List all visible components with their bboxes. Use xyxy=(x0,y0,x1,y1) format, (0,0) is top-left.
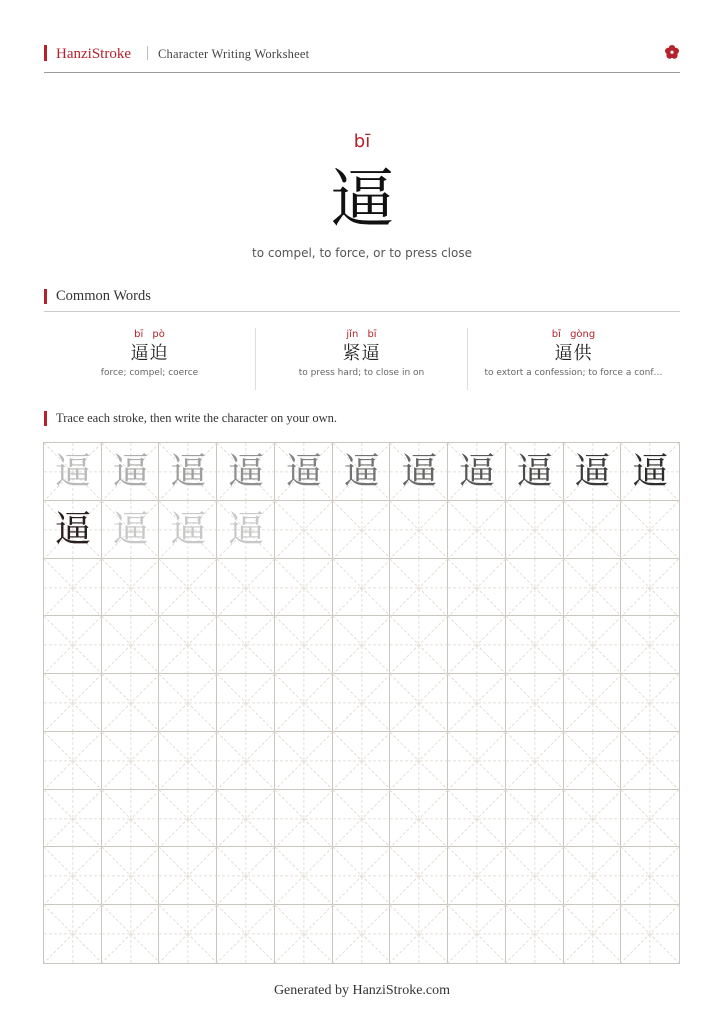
stroke-step-character: 逼 xyxy=(401,451,438,492)
cell-guide-lines xyxy=(159,732,217,790)
cell-guide-lines xyxy=(275,616,333,674)
practice-cell xyxy=(564,501,622,559)
practice-cell xyxy=(621,847,679,905)
practice-cell xyxy=(333,559,391,617)
cell-guide-lines xyxy=(275,847,333,905)
worksheet-subtitle: Character Writing Worksheet xyxy=(158,47,310,61)
practice-cell xyxy=(44,847,102,905)
cell-guide-lines xyxy=(159,790,217,848)
cell-guide-lines xyxy=(390,674,448,732)
cell-guide-lines xyxy=(506,732,564,790)
header-divider xyxy=(147,46,148,60)
practice-cell xyxy=(390,616,448,674)
cell-guide-lines xyxy=(217,559,275,617)
cell-guide-lines xyxy=(564,790,622,848)
cell-guide-lines xyxy=(448,732,506,790)
cell-guide-lines xyxy=(159,674,217,732)
word-hanzi: 逼供 xyxy=(554,343,593,364)
practice-cell xyxy=(44,443,102,501)
brand-name: HanziStroke xyxy=(56,46,131,62)
word-hanzi: 逼迫 xyxy=(130,343,169,364)
cell-guide-lines xyxy=(564,847,622,905)
cell-guide-lines xyxy=(621,616,679,674)
cell-guide-lines xyxy=(448,559,506,617)
word-hanzi: 紧逼 xyxy=(342,343,381,364)
cell-guide-lines xyxy=(448,616,506,674)
cell-guide-lines xyxy=(159,905,217,963)
cell-guide-lines xyxy=(102,847,160,905)
cell-guide-lines xyxy=(621,674,679,732)
practice-cell xyxy=(44,501,102,559)
practice-cell xyxy=(159,501,217,559)
practice-cell xyxy=(217,616,275,674)
practice-cell xyxy=(217,559,275,617)
stroke-step-character: 逼 xyxy=(574,451,611,492)
practice-cell xyxy=(390,443,448,501)
practice-cell xyxy=(102,616,160,674)
word-pinyin: bī pò xyxy=(134,329,165,340)
word-card xyxy=(256,326,467,390)
practice-cell xyxy=(275,616,333,674)
cell-guide-lines xyxy=(621,559,679,617)
practice-cell xyxy=(102,790,160,848)
practice-cell xyxy=(159,559,217,617)
cell-guide-lines xyxy=(217,905,275,963)
practice-cell xyxy=(621,732,679,790)
practice-cell xyxy=(333,674,391,732)
stroke-step-character: 逼 xyxy=(54,451,91,492)
cell-guide-lines xyxy=(390,732,448,790)
cell-guide-lines xyxy=(217,674,275,732)
cell-guide-lines xyxy=(102,674,160,732)
practice-cell xyxy=(564,732,622,790)
practice-cell xyxy=(275,847,333,905)
cell-guide-lines xyxy=(333,501,391,559)
practice-cell xyxy=(564,905,622,963)
practice-cell xyxy=(448,616,506,674)
cell-guide-lines xyxy=(275,559,333,617)
practice-cell xyxy=(44,616,102,674)
cell-guide-lines xyxy=(159,847,217,905)
cell-guide-lines xyxy=(102,732,160,790)
practice-cell xyxy=(448,790,506,848)
practice-cell xyxy=(390,674,448,732)
cell-guide-lines xyxy=(390,847,448,905)
cell-guide-lines xyxy=(159,616,217,674)
ghost-trace-character: 逼 xyxy=(228,508,265,550)
cell-guide-lines xyxy=(448,790,506,848)
practice-cell xyxy=(333,790,391,848)
cell-guide-lines xyxy=(333,847,391,905)
cell-guide-lines xyxy=(621,847,679,905)
practice-cell xyxy=(159,790,217,848)
cell-guide-lines xyxy=(44,905,102,963)
cell-guide-lines xyxy=(390,559,448,617)
cell-guide-lines xyxy=(44,847,102,905)
cell-guide-lines xyxy=(506,847,564,905)
stroke-step-character: 逼 xyxy=(458,451,495,492)
section-accent-bar xyxy=(44,411,47,426)
practice-cell xyxy=(275,501,333,559)
stroke-step-character: 逼 xyxy=(54,508,91,550)
cell-guide-lines xyxy=(333,616,391,674)
cell-guide-lines xyxy=(390,790,448,848)
practice-cell xyxy=(448,559,506,617)
cell-guide-lines xyxy=(159,559,217,617)
stroke-step-character: 逼 xyxy=(112,451,149,492)
practice-cell xyxy=(390,559,448,617)
practice-cell xyxy=(217,674,275,732)
stroke-step-character: 逼 xyxy=(285,451,322,492)
practice-cell xyxy=(564,443,622,501)
cell-guide-lines xyxy=(621,501,679,559)
practice-cell xyxy=(506,559,564,617)
cell-guide-lines xyxy=(217,616,275,674)
practice-cell xyxy=(506,847,564,905)
cell-guide-lines xyxy=(564,616,622,674)
character-meaning: to compel, to force, or to press close xyxy=(251,246,472,260)
practice-cell xyxy=(564,790,622,848)
practice-cell xyxy=(44,905,102,963)
practice-cell xyxy=(102,674,160,732)
cell-guide-lines xyxy=(448,501,506,559)
common-words-title: Common Words xyxy=(56,288,151,304)
practice-cell xyxy=(390,847,448,905)
practice-cell xyxy=(102,443,160,501)
cell-guide-lines xyxy=(333,790,391,848)
main-character: 逼 xyxy=(330,163,394,237)
practice-cell xyxy=(564,847,622,905)
practice-cell xyxy=(333,847,391,905)
practice-cell xyxy=(506,501,564,559)
word-card xyxy=(468,326,679,390)
practice-cell xyxy=(159,616,217,674)
practice-cell xyxy=(621,616,679,674)
practice-cell xyxy=(621,674,679,732)
stroke-step-character: 逼 xyxy=(170,451,207,492)
practice-cell xyxy=(506,616,564,674)
word-card xyxy=(44,326,255,390)
cell-guide-lines xyxy=(44,559,102,617)
practice-cell xyxy=(217,905,275,963)
cell-guide-lines xyxy=(506,616,564,674)
practice-cell xyxy=(217,443,275,501)
plum-flower-icon xyxy=(664,44,680,60)
practice-cell xyxy=(621,905,679,963)
practice-cell xyxy=(217,790,275,848)
cell-guide-lines xyxy=(564,905,622,963)
practice-cell xyxy=(102,905,160,963)
word-pinyin: jǐn bī xyxy=(346,329,377,340)
cell-guide-lines xyxy=(333,674,391,732)
practice-cell xyxy=(333,616,391,674)
practice-cell xyxy=(159,847,217,905)
cell-guide-lines xyxy=(506,501,564,559)
practice-cell xyxy=(44,559,102,617)
word-pinyin: bī gòng xyxy=(551,329,596,340)
character-pinyin: bī xyxy=(353,131,371,152)
cell-guide-lines xyxy=(564,732,622,790)
cell-guide-lines xyxy=(448,905,506,963)
practice-cell xyxy=(44,732,102,790)
practice-cell xyxy=(275,732,333,790)
practice-cell xyxy=(621,443,679,501)
practice-cell xyxy=(448,905,506,963)
cell-guide-lines xyxy=(44,732,102,790)
practice-cell xyxy=(621,501,679,559)
cell-guide-lines xyxy=(275,674,333,732)
practice-cell xyxy=(448,443,506,501)
word-definition: to press hard; to close in on xyxy=(298,368,425,378)
header-rule xyxy=(44,72,680,73)
cell-guide-lines xyxy=(333,732,391,790)
practice-cell xyxy=(275,443,333,501)
practice-grid xyxy=(43,442,680,964)
practice-cell xyxy=(390,732,448,790)
practice-cell xyxy=(159,732,217,790)
word-definition: to extort a confession; to force a conf… xyxy=(484,368,663,378)
practice-cell xyxy=(275,559,333,617)
cell-guide-lines xyxy=(333,559,391,617)
practice-cell xyxy=(44,674,102,732)
worksheet-header xyxy=(44,44,680,64)
practice-cell xyxy=(448,732,506,790)
practice-cell xyxy=(159,905,217,963)
practice-cell xyxy=(333,501,391,559)
stroke-step-character: 逼 xyxy=(516,451,553,492)
practice-cell xyxy=(333,732,391,790)
cell-guide-lines xyxy=(217,790,275,848)
practice-cell xyxy=(448,847,506,905)
practice-cell xyxy=(564,674,622,732)
cell-guide-lines xyxy=(275,501,333,559)
practice-cell xyxy=(102,501,160,559)
practice-cell xyxy=(506,732,564,790)
cell-guide-lines xyxy=(102,790,160,848)
cell-guide-lines xyxy=(621,732,679,790)
practice-cell xyxy=(217,732,275,790)
practice-cell xyxy=(275,905,333,963)
cell-guide-lines xyxy=(275,905,333,963)
cell-guide-lines xyxy=(448,674,506,732)
cell-guide-lines xyxy=(333,905,391,963)
practice-cell xyxy=(390,905,448,963)
practice-cell xyxy=(506,790,564,848)
common-words-list xyxy=(44,326,680,390)
cell-guide-lines xyxy=(102,616,160,674)
practice-cell xyxy=(506,905,564,963)
practice-cell xyxy=(390,501,448,559)
practice-cell xyxy=(275,674,333,732)
cell-guide-lines xyxy=(506,790,564,848)
practice-cell xyxy=(448,674,506,732)
cell-guide-lines xyxy=(506,674,564,732)
cell-guide-lines xyxy=(102,559,160,617)
cell-guide-lines xyxy=(44,616,102,674)
cell-guide-lines xyxy=(275,732,333,790)
practice-cell xyxy=(159,443,217,501)
practice-cell xyxy=(102,559,160,617)
practice-cell xyxy=(564,616,622,674)
cell-guide-lines xyxy=(44,674,102,732)
cell-guide-lines xyxy=(217,847,275,905)
header-accent-bar xyxy=(44,45,47,61)
cell-guide-lines xyxy=(621,790,679,848)
cell-guide-lines xyxy=(506,905,564,963)
cell-guide-lines xyxy=(390,501,448,559)
cell-guide-lines xyxy=(390,616,448,674)
cell-guide-lines xyxy=(217,732,275,790)
footer-credit: Generated by HanziStroke.com xyxy=(273,983,451,998)
word-definition: force; compel; coerce xyxy=(100,368,199,378)
practice-cell xyxy=(102,732,160,790)
practice-cell xyxy=(333,905,391,963)
section-rule xyxy=(44,311,680,312)
practice-cell xyxy=(506,674,564,732)
practice-cell xyxy=(506,443,564,501)
practice-instruction: Trace each stroke, then write the character on your own. xyxy=(56,411,338,425)
section-accent-bar xyxy=(44,289,47,304)
cell-guide-lines xyxy=(44,790,102,848)
practice-cell xyxy=(102,847,160,905)
practice-cell xyxy=(333,443,391,501)
cell-guide-lines xyxy=(448,847,506,905)
cell-guide-lines xyxy=(390,905,448,963)
practice-cell xyxy=(275,790,333,848)
cell-guide-lines xyxy=(564,501,622,559)
cell-guide-lines xyxy=(102,905,160,963)
cell-guide-lines xyxy=(275,790,333,848)
practice-cell xyxy=(621,790,679,848)
practice-cell xyxy=(564,559,622,617)
stroke-step-character: 逼 xyxy=(228,451,265,492)
practice-cell xyxy=(217,501,275,559)
practice-cell xyxy=(159,674,217,732)
cell-guide-lines xyxy=(564,674,622,732)
ghost-trace-character: 逼 xyxy=(170,508,207,550)
practice-cell xyxy=(390,790,448,848)
practice-cell xyxy=(448,501,506,559)
practice-cell xyxy=(217,847,275,905)
stroke-step-character: 逼 xyxy=(632,451,669,492)
cell-guide-lines xyxy=(621,905,679,963)
practice-cell xyxy=(44,790,102,848)
stroke-step-character: 逼 xyxy=(343,451,380,492)
cell-guide-lines xyxy=(506,559,564,617)
practice-cell xyxy=(621,559,679,617)
cell-guide-lines xyxy=(564,559,622,617)
ghost-trace-character: 逼 xyxy=(112,508,149,550)
